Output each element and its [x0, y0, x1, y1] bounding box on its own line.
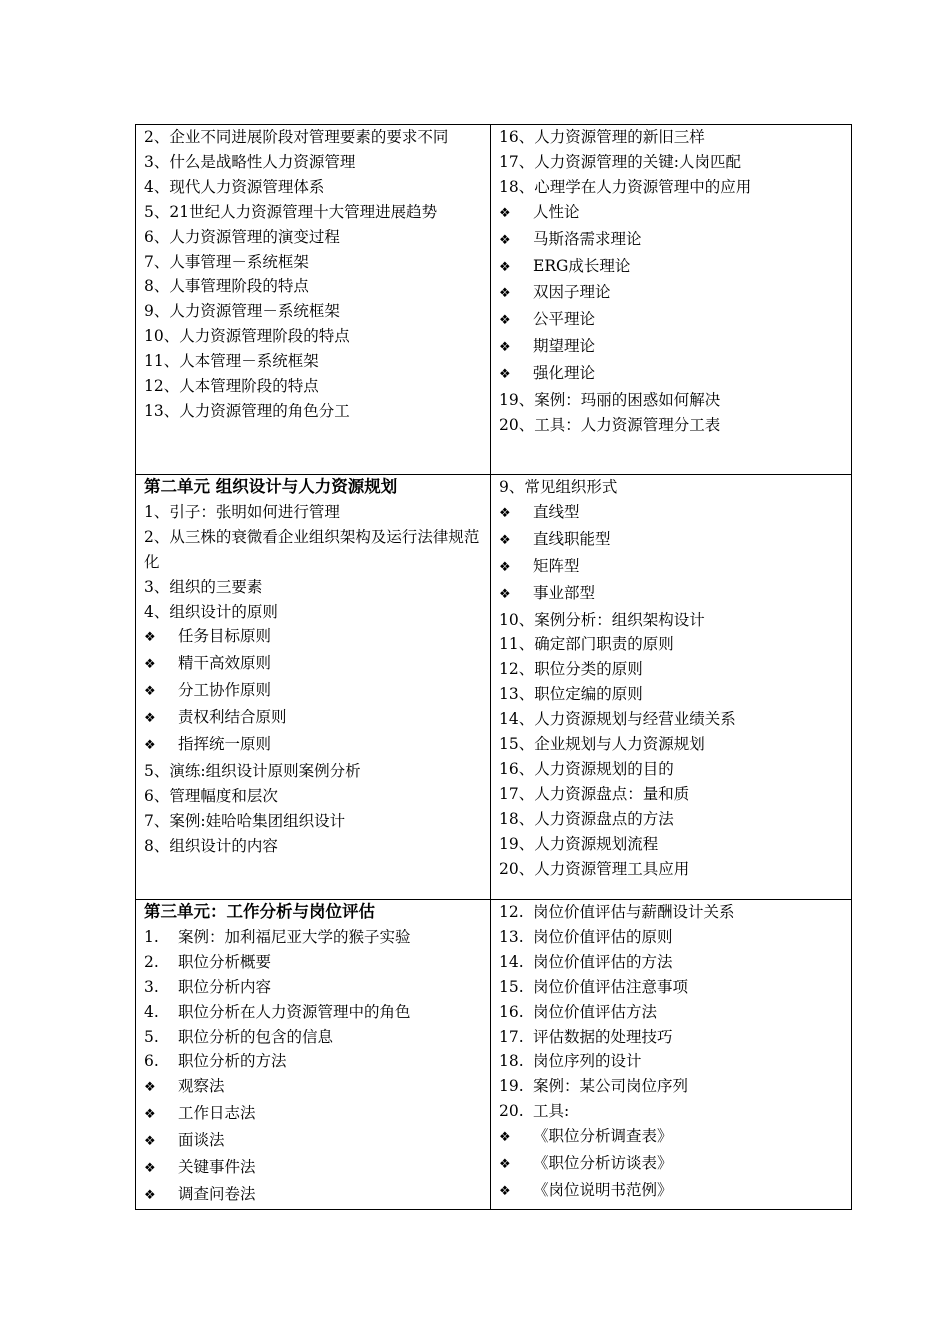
- list-item: [144, 705, 484, 732]
- item-text: 职位分析的方法: [178, 1052, 287, 1071]
- item-text: 职位分析在人力资源管理中的角色: [178, 1002, 411, 1021]
- diamond-bullet-icon: ❖: [144, 1134, 156, 1150]
- list-item: [144, 784, 484, 809]
- item-number: 2.: [144, 952, 159, 971]
- item-text: 17、人力资源管理的关键:人岗匹配: [499, 152, 741, 171]
- diamond-bullet-icon: ❖: [499, 286, 511, 302]
- item-text: 13、职位定编的原则: [499, 685, 643, 704]
- item-text: 岗位价值评估与薪酬设计关系: [533, 903, 735, 921]
- item-text: 直线职能型: [533, 529, 611, 548]
- item-text: 责权利结合原则: [178, 708, 287, 727]
- diamond-bullet-icon: ❖: [144, 1187, 156, 1203]
- item-number: 19.: [499, 1077, 524, 1096]
- item-number: 13.: [499, 927, 524, 946]
- item-number: 12.: [499, 903, 524, 921]
- item-text: 工具:: [533, 1102, 570, 1121]
- list-item: [144, 200, 484, 225]
- item-text: 6、管理幅度和层次: [144, 786, 278, 805]
- list-item: [144, 225, 484, 250]
- item-number: 4.: [144, 1002, 159, 1021]
- list-item: [144, 250, 484, 275]
- diamond-bullet-icon: ❖: [499, 340, 511, 356]
- item-text: 第二单元 组织设计与人力资源规划: [144, 477, 398, 496]
- list-item: [499, 975, 845, 1000]
- list-item: [499, 227, 845, 254]
- table-row: [136, 900, 852, 1210]
- list-item: [499, 950, 845, 975]
- item-text: 10、人力资源管理阶段的特点: [144, 327, 350, 346]
- item-text: 案例：加利福尼亚大学的猴子实验: [178, 927, 411, 946]
- item-text: 《岗位说明书范例》: [533, 1180, 673, 1199]
- table-row: [136, 475, 852, 900]
- list-item: [499, 1178, 845, 1205]
- item-text: 5、21世纪人力资源管理十大管理进展趋势: [144, 202, 438, 221]
- cell-section1-left: [136, 125, 491, 475]
- item-text: 精干高效原则: [178, 654, 272, 673]
- list-item: [499, 1124, 845, 1151]
- item-text: 2、从三株的衰微看企业组织架构及运行法律规范化: [144, 527, 480, 571]
- item-text: 10、案例分析：组织架构设计: [499, 610, 705, 629]
- item-text: 9、常见组织形式: [499, 478, 618, 496]
- list-item: [144, 1101, 484, 1128]
- outline-table: [135, 124, 852, 1210]
- item-number: 16.: [499, 1002, 524, 1021]
- list-item: [144, 1074, 484, 1101]
- list-item: [144, 525, 484, 575]
- item-text: 3、什么是战略性人力资源管理: [144, 152, 356, 171]
- list-item: [499, 900, 845, 925]
- list-item: [499, 254, 845, 281]
- item-number: 1.: [144, 927, 159, 946]
- list-item: [499, 200, 845, 227]
- list-item: [499, 807, 845, 832]
- item-text: 20、人力资源管理工具应用: [499, 859, 690, 878]
- list-item: [499, 682, 845, 707]
- list-item: [144, 374, 484, 399]
- item-text: 分工协作原则: [178, 681, 272, 700]
- diamond-bullet-icon: ❖: [499, 232, 511, 248]
- item-number: 6.: [144, 1052, 159, 1071]
- diamond-bullet-icon: ❖: [499, 259, 511, 275]
- list-item: [144, 274, 484, 299]
- list-item: [499, 334, 845, 361]
- item-text: 14、人力资源规划与经营业绩关系: [499, 710, 736, 729]
- item-text: ERG成长理论: [533, 256, 631, 275]
- list-item: [499, 1099, 845, 1124]
- item-text: 12、职位分类的原则: [499, 660, 643, 679]
- list-item: [499, 388, 845, 413]
- item-text: 《职位分析访谈表》: [533, 1154, 673, 1173]
- item-number: 5.: [144, 1027, 159, 1046]
- item-text: 8、人事管理阶段的特点: [144, 277, 309, 296]
- list-item: [499, 608, 845, 633]
- item-text: 16、人力资源规划的目的: [499, 759, 674, 778]
- item-text: 岗位价值评估的方法: [533, 952, 673, 971]
- item-text: 20、工具：人力资源管理分工表: [499, 415, 721, 434]
- list-item: [499, 632, 845, 657]
- item-text: 12、人本管理阶段的特点: [144, 377, 319, 396]
- item-text: 岗位价值评估方法: [533, 1002, 658, 1021]
- list-item: [499, 1000, 845, 1025]
- list-item: [499, 857, 845, 882]
- item-text: 案例：某公司岗位序列: [533, 1077, 689, 1096]
- list-item: [499, 581, 845, 608]
- item-text: 16、人力资源管理的新旧三样: [499, 128, 705, 146]
- list-item: [499, 475, 845, 500]
- list-item: [499, 175, 845, 200]
- list-item: [144, 399, 484, 424]
- item-number: 15.: [499, 977, 524, 996]
- list-item: [144, 299, 484, 324]
- item-text: 期望理论: [533, 337, 596, 356]
- cell-section3-left: [136, 900, 491, 1210]
- diamond-bullet-icon: ❖: [144, 684, 156, 700]
- item-number: 3.: [144, 977, 159, 996]
- diamond-bullet-icon: ❖: [144, 657, 156, 673]
- item-text: 岗位价值评估的原则: [533, 927, 673, 946]
- list-item: [499, 150, 845, 175]
- list-item: [499, 527, 845, 554]
- list-item: [144, 349, 484, 374]
- item-text: 矩阵型: [533, 556, 580, 575]
- diamond-bullet-icon: ❖: [499, 505, 511, 521]
- list-item: [144, 500, 484, 525]
- item-text: 9、人力资源管理－系统框架: [144, 302, 340, 321]
- diamond-bullet-icon: ❖: [499, 1157, 511, 1173]
- item-text: 指挥统一原则: [178, 735, 272, 754]
- diamond-bullet-icon: ❖: [499, 532, 511, 548]
- item-text: 4、现代人力资源管理体系: [144, 177, 325, 196]
- cell-section2-left: [136, 475, 491, 900]
- item-text: 8、组织设计的内容: [144, 836, 278, 855]
- item-text: 6、人力资源管理的演变过程: [144, 227, 340, 246]
- diamond-bullet-icon: ❖: [499, 559, 511, 575]
- item-text: 2、企业不同进展阶段对管理要素的要求不同: [144, 128, 449, 146]
- item-text: 观察法: [178, 1077, 225, 1096]
- item-text: 《职位分析调查表》: [533, 1127, 673, 1146]
- list-item: [144, 809, 484, 834]
- list-item: [144, 678, 484, 705]
- section-heading: [144, 475, 484, 500]
- list-item: [499, 413, 845, 438]
- list-item: [499, 925, 845, 950]
- diamond-bullet-icon: ❖: [499, 1183, 511, 1199]
- list-item: [144, 950, 484, 975]
- list-item: [144, 175, 484, 200]
- cell-section2-right: [491, 475, 852, 900]
- item-text: 职位分析的包含的信息: [178, 1027, 334, 1046]
- diamond-bullet-icon: ❖: [144, 1080, 156, 1096]
- item-text: 职位分析概要: [178, 952, 272, 971]
- item-text: 公平理论: [533, 310, 596, 329]
- item-text: 岗位序列的设计: [533, 1052, 642, 1071]
- item-text: 11、确定部门职责的原则: [499, 635, 674, 654]
- item-text: 5、演练:组织设计原则案例分析: [144, 761, 361, 780]
- item-text: 17、人力资源盘点：量和质: [499, 784, 690, 803]
- item-text: 15、企业规划与人力资源规划: [499, 735, 705, 754]
- item-text: 直线型: [533, 502, 580, 521]
- list-item: [144, 1182, 484, 1209]
- list-item: [144, 575, 484, 600]
- list-item: [499, 707, 845, 732]
- cell-section3-right: [491, 900, 852, 1210]
- item-text: 7、案例:娃哈哈集团组织设计: [144, 811, 346, 830]
- list-item: [499, 361, 845, 388]
- item-text: 18、人力资源盘点的方法: [499, 809, 674, 828]
- list-item: [499, 1074, 845, 1099]
- list-item: [499, 1025, 845, 1050]
- list-item: [144, 975, 484, 1000]
- list-item: [499, 307, 845, 334]
- item-text: 19、人力资源规划流程: [499, 834, 659, 853]
- item-text: 关键事件法: [178, 1158, 256, 1177]
- diamond-bullet-icon: ❖: [144, 1161, 156, 1177]
- item-text: 双因子理论: [533, 283, 611, 302]
- list-item: [144, 1155, 484, 1182]
- list-item: [144, 324, 484, 349]
- diamond-bullet-icon: ❖: [499, 205, 511, 221]
- diamond-bullet-icon: ❖: [144, 711, 156, 727]
- item-text: 岗位价值评估注意事项: [533, 977, 689, 996]
- item-text: 面谈法: [178, 1131, 225, 1150]
- diamond-bullet-icon: ❖: [499, 313, 511, 329]
- item-number: 20.: [499, 1102, 524, 1121]
- item-number: 17.: [499, 1027, 524, 1046]
- item-text: 13、人力资源管理的角色分工: [144, 401, 350, 420]
- list-item: [144, 1000, 484, 1025]
- list-item: [144, 1025, 484, 1050]
- item-text: 任务目标原则: [178, 627, 272, 646]
- list-item: [499, 832, 845, 857]
- list-item: [499, 657, 845, 682]
- item-text: 7、人事管理－系统框架: [144, 252, 309, 271]
- list-item: [144, 624, 484, 651]
- list-item: [144, 834, 484, 859]
- list-item: [144, 150, 484, 175]
- table-row: [136, 125, 852, 475]
- diamond-bullet-icon: ❖: [499, 1130, 511, 1146]
- list-item: [499, 1151, 845, 1178]
- list-item: [144, 1049, 484, 1074]
- list-item: [499, 1049, 845, 1074]
- list-item: [144, 925, 484, 950]
- list-item: [499, 125, 845, 150]
- item-text: 11、人本管理－系统框架: [144, 352, 319, 371]
- item-number: 18.: [499, 1052, 524, 1071]
- list-item: [144, 759, 484, 784]
- item-text: 1、引子：张明如何进行管理: [144, 502, 340, 521]
- item-text: 人性论: [533, 202, 580, 221]
- item-text: 调查问卷法: [178, 1184, 256, 1203]
- item-text: 事业部型: [533, 583, 596, 602]
- diamond-bullet-icon: ❖: [144, 1107, 156, 1123]
- item-text: 马斯洛需求理论: [533, 229, 642, 248]
- cell-section1-right: [491, 125, 852, 475]
- item-text: 第三单元：工作分析与岗位评估: [144, 902, 375, 921]
- list-item: [144, 732, 484, 759]
- list-item: [499, 732, 845, 757]
- list-item: [499, 757, 845, 782]
- list-item: [499, 782, 845, 807]
- list-item: [499, 500, 845, 527]
- item-text: 4、组织设计的原则: [144, 602, 278, 621]
- item-text: 评估数据的处理技巧: [533, 1027, 673, 1046]
- item-text: 强化理论: [533, 364, 596, 383]
- item-text: 职位分析内容: [178, 977, 272, 996]
- list-item: [499, 554, 845, 581]
- item-number: 14.: [499, 952, 524, 971]
- list-item: [499, 280, 845, 307]
- item-text: 18、心理学在人力资源管理中的应用: [499, 177, 752, 196]
- diamond-bullet-icon: ❖: [144, 738, 156, 754]
- item-text: 3、组织的三要素: [144, 577, 263, 596]
- item-text: 19、案例：玛丽的困惑如何解决: [499, 391, 721, 410]
- diamond-bullet-icon: ❖: [499, 586, 511, 602]
- list-item: [144, 600, 484, 625]
- list-item: [144, 651, 484, 678]
- list-item: [144, 125, 484, 150]
- section-heading: [144, 900, 484, 925]
- diamond-bullet-icon: ❖: [144, 630, 156, 646]
- diamond-bullet-icon: ❖: [499, 367, 511, 383]
- item-text: 工作日志法: [178, 1104, 256, 1123]
- list-item: [144, 1128, 484, 1155]
